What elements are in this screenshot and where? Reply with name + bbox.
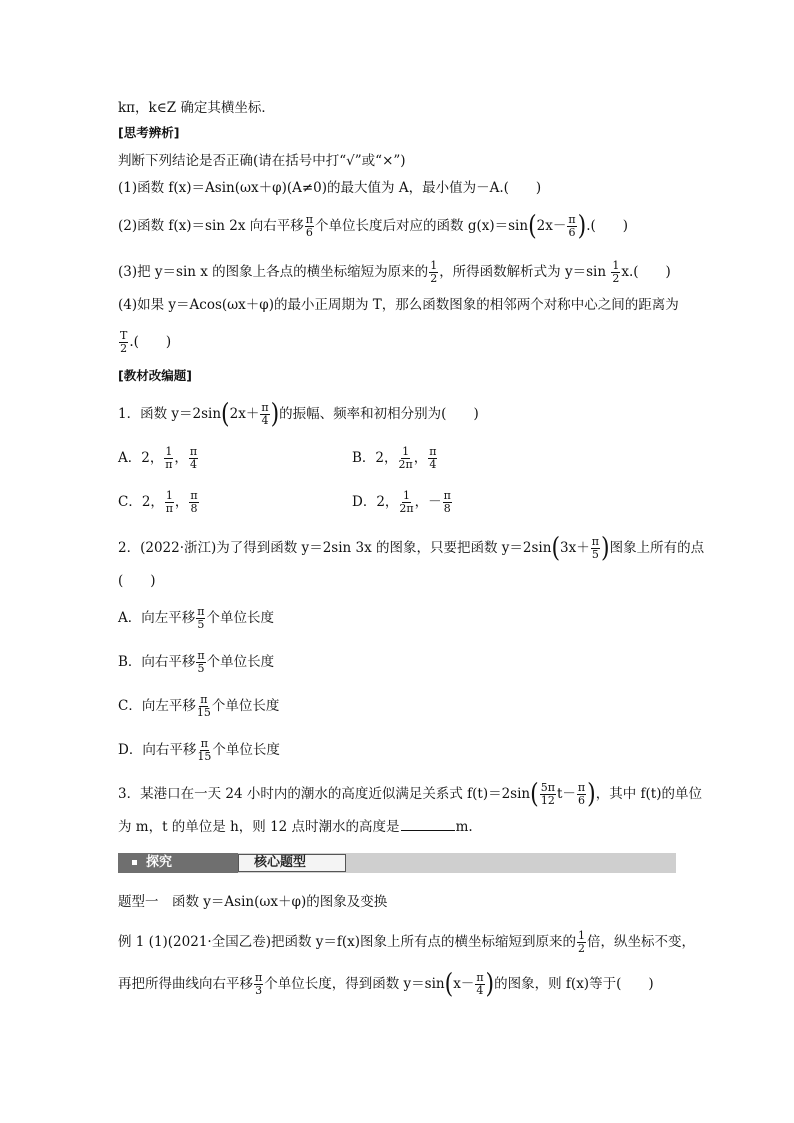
question-4-cont: $\frac{T}{2}$ .( ) xyxy=(120,329,172,355)
text-line: kπ，k∈Z 确定其横坐标． xyxy=(118,100,275,116)
problem-1: 1．函数 y＝2sin(2x＋ $\frac{\pi}{4}$ )的振幅、频率和初相分别为( ) xyxy=(118,398,479,430)
problem-3: 3．某港口在一天 24 小时内的潮水的高度近似满足关系式 f(t)＝2sin( $\frac{5\pi}{12}$ t－ $\frac{\pi}{6}$ )，其中 f(t)的单位 xyxy=(118,778,702,810)
option-2A: A．向左平移 $\frac{\pi}{5}$ 个单位长度 xyxy=(118,605,274,631)
fraction: $\frac{\pi}{6}$ xyxy=(305,213,314,239)
answer-blank[interactable] xyxy=(401,818,455,831)
section-heading-textbook: [教材改编题] xyxy=(118,368,192,383)
example-1-cont: 再把所得曲线向右平移 $\frac{\pi}{3}$ 个单位长度，得到函数 y＝sin(x－ $\frac{\pi}{4}$ )的图象，则 f(x)等于( ) xyxy=(118,968,654,1000)
square-bullet-icon xyxy=(132,860,137,865)
question-2: (2)函数 f(x)＝sin 2x 向右平移 $\frac{\pi}{6}$ 个单位长度后对应的函数 g(x)＝sin(2x－ $\frac{\pi}{6}$ ).( ) xyxy=(118,210,629,242)
banner-label-explore: 探究 xyxy=(146,855,173,870)
option-2B: B．向右平移 $\frac{\pi}{5}$ 个单位长度 xyxy=(118,649,275,675)
question-1: (1)函数 f(x)＝Asin(ωx＋φ)(A≠0)的最大值为 A，最小值为－A.( ) xyxy=(118,180,542,196)
fraction: $\frac{1}{2}$ xyxy=(612,259,620,285)
type-heading: 题型一 函数 y＝Asin(ωx＋φ)的图象及变换 xyxy=(118,894,388,910)
intro-line: 判断下列结论是否正确(请在括号中打“√”或“×”) xyxy=(118,153,406,169)
problem-3-cont: 为 m，t 的单位是 h，则 12 点时潮水的高度是 m. xyxy=(118,819,473,835)
question-4: (4)如果 y＝Acos(ωx＋φ)的最小正周期为 T，那么函数图象的相邻两个对称中心之间的距离为 xyxy=(118,297,679,313)
question-3: (3)把 y＝sin x 的图象上各点的横坐标缩短为原来的 $\frac{1}{2}$ ，所得函数解析式为 y＝sin $\frac{1}{2}$ x.( ) xyxy=(118,259,671,285)
section-banner xyxy=(118,853,676,873)
fraction: $\frac{T}{2}$ xyxy=(120,329,128,355)
problem-2-paren: ( ) xyxy=(118,573,156,589)
option-1D: D．2， $\frac{1}{2\pi}$ ，－ $\frac{\pi}{8}$ xyxy=(352,489,451,515)
option-2D: D．向右平移 $\frac{\pi}{15}$ 个单位长度 xyxy=(118,737,280,763)
section-heading-think: [思考辨析] xyxy=(118,125,180,140)
option-1C: C．2， $\frac{1}{\pi}$ ， $\frac{\pi}{8}$ xyxy=(118,489,198,515)
banner-label-core-types: 核心题型 xyxy=(254,855,307,870)
option-1B: B．2， $\frac{1}{2\pi}$ ， $\frac{\pi}{4}$ xyxy=(352,445,437,471)
fraction: $\frac{\pi}{6}$ xyxy=(568,213,576,239)
example-1: 例 1 (1)(2021·全国乙卷)把函数 y＝f(x)图象上所有点的横坐标缩短到原来的 $\frac{1}{2}$ 倍，纵坐标不变， xyxy=(118,929,696,955)
problem-2: 2．(2022·浙江)为了得到函数 y＝2sin 3x 的图象，只要把函数 y＝2sin(3x＋ $\frac{\pi}{5}$ )图象上所有的点 xyxy=(118,532,705,564)
fraction: $\frac{\pi}{4}$ xyxy=(261,401,269,427)
option-2C: C．向左平移 $\frac{\pi}{15}$ 个单位长度 xyxy=(118,693,280,719)
fraction: $\frac{1}{2}$ xyxy=(430,259,438,285)
option-1A: A．2， $\frac{1}{\pi}$ ， $\frac{\pi}{4}$ xyxy=(118,445,198,471)
